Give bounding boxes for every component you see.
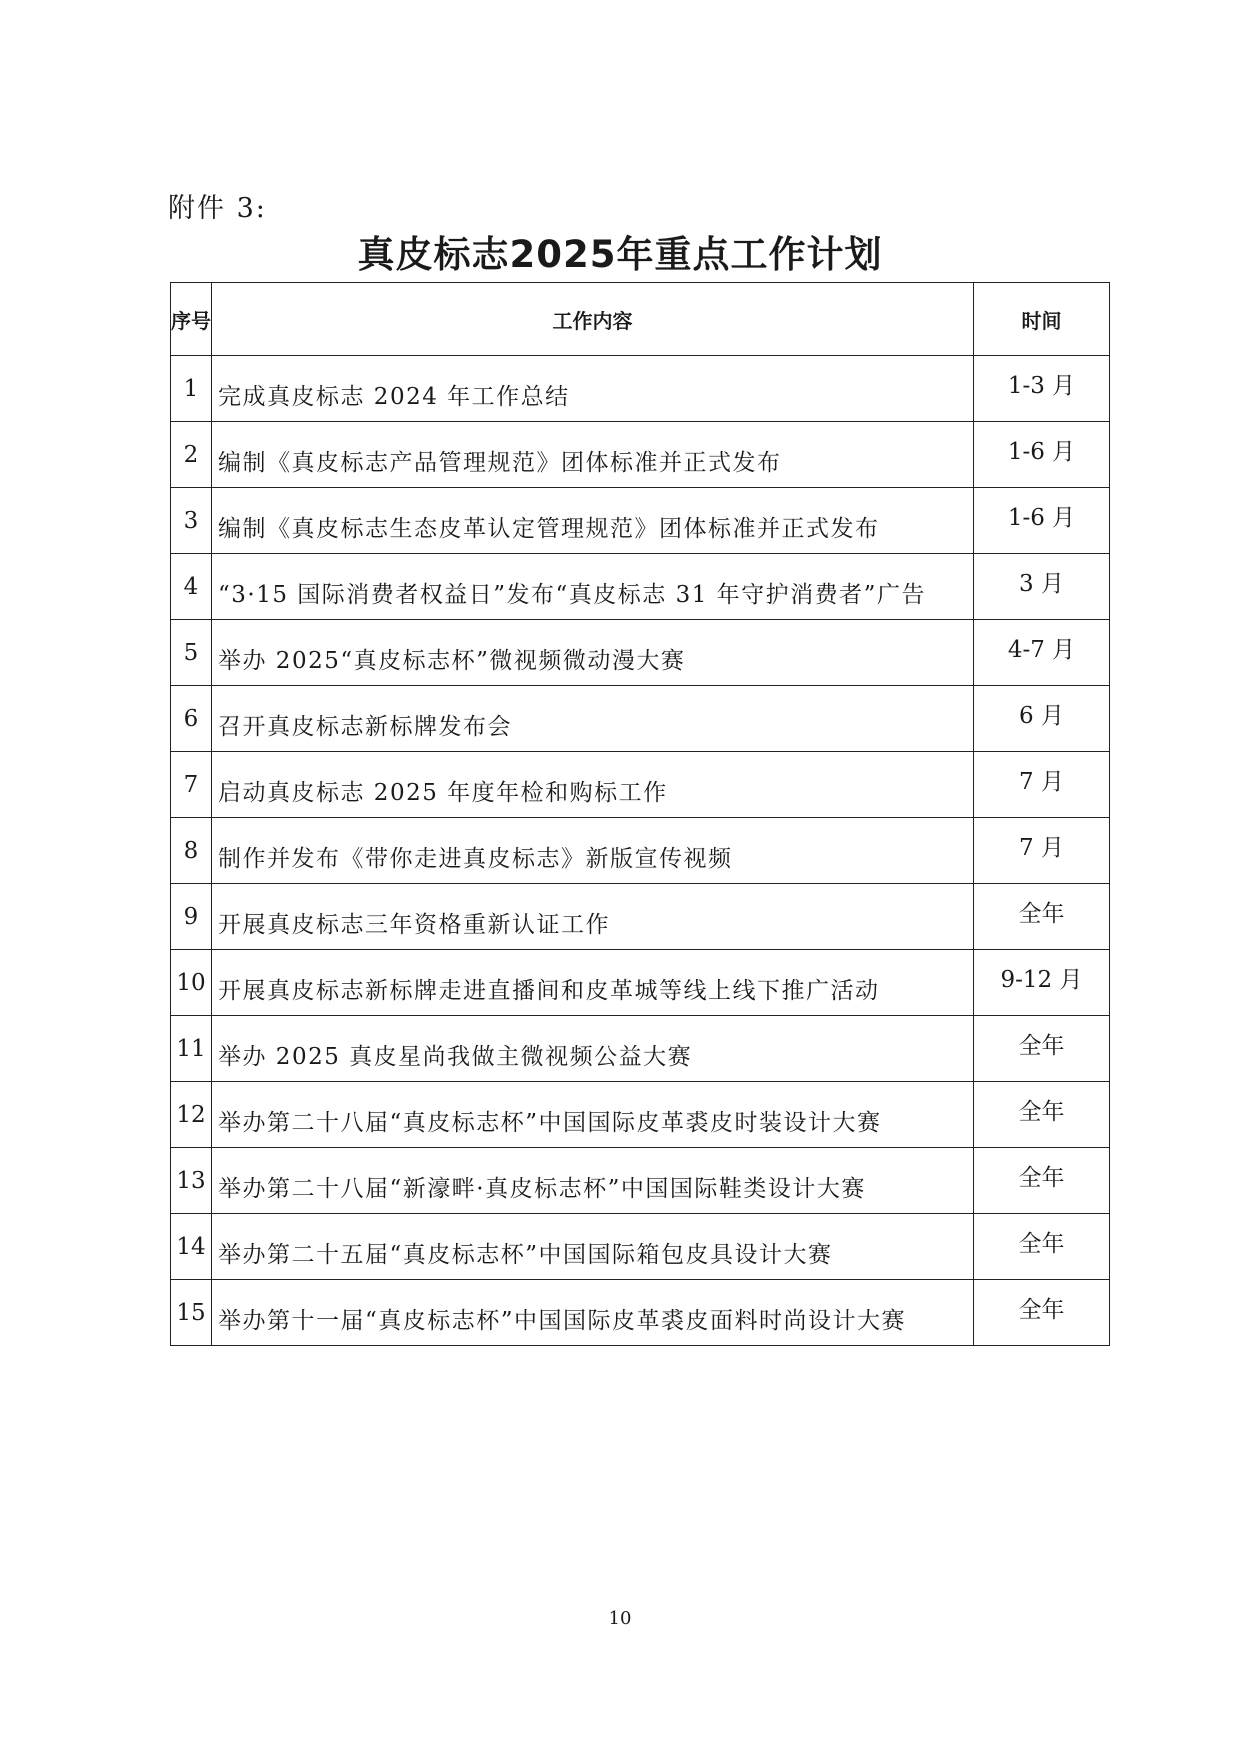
row-time-cell <box>974 818 1110 884</box>
row-number-cell <box>171 1082 212 1148</box>
row-number-cell <box>171 356 212 422</box>
row-content: 举办第二十八届“真皮标志杯”中国国际皮革裘皮时装设计大赛 <box>218 1110 882 1136</box>
table-row <box>171 1214 1110 1280</box>
row-number-cell <box>171 620 212 686</box>
row-number: 7 <box>183 771 199 798</box>
row-time: 7 月 <box>1019 769 1064 795</box>
row-content-cell <box>212 488 974 554</box>
row-content: 制作并发布《带你走进真皮标志》新版宣传视频 <box>218 846 733 872</box>
row-content-cell <box>212 1214 974 1280</box>
row-time: 全年 <box>1018 1297 1065 1323</box>
row-number: 4 <box>183 573 199 600</box>
row-number-cell <box>171 1148 212 1214</box>
row-time: 全年 <box>1018 1231 1065 1257</box>
row-number: 5 <box>183 639 199 666</box>
row-content: 完成真皮标志 2024 年工作总结 <box>218 384 570 410</box>
table-row <box>171 620 1110 686</box>
table-row <box>171 884 1110 950</box>
page-title: 真皮标志2025年重点工作计划 <box>357 233 883 276</box>
row-number-cell <box>171 488 212 554</box>
page-number: 10 <box>608 1608 632 1629</box>
row-content: 开展真皮标志三年资格重新认证工作 <box>218 912 610 938</box>
row-content-cell <box>212 950 974 1016</box>
row-content: 举办第十一届“真皮标志杯”中国国际皮革裘皮面料时尚设计大赛 <box>218 1308 907 1334</box>
table-row <box>171 356 1110 422</box>
row-content-cell <box>212 686 974 752</box>
row-time-cell <box>974 620 1110 686</box>
row-number-cell <box>171 1016 212 1082</box>
row-number-cell <box>171 686 212 752</box>
row-time: 3 月 <box>1019 571 1064 597</box>
row-content: 举办第二十五届“真皮标志杯”中国国际箱包皮具设计大赛 <box>218 1242 833 1268</box>
row-time: 7 月 <box>1019 835 1064 861</box>
row-time: 全年 <box>1018 1099 1065 1125</box>
row-time: 全年 <box>1018 1165 1065 1191</box>
row-time: 全年 <box>1018 1033 1065 1059</box>
row-content: “3·15 国际消费者权益日”发布“真皮标志 31 年守护消费者”广告 <box>218 582 926 608</box>
row-time-cell <box>974 1214 1110 1280</box>
row-number-cell <box>171 818 212 884</box>
row-number-cell <box>171 950 212 1016</box>
row-number: 8 <box>183 837 199 864</box>
table-row <box>171 1082 1110 1148</box>
row-time-cell <box>974 422 1110 488</box>
row-time-cell <box>974 752 1110 818</box>
table-row <box>171 1016 1110 1082</box>
row-content-cell <box>212 818 974 884</box>
row-number: 9 <box>183 903 199 930</box>
row-number: 15 <box>176 1299 206 1326</box>
row-number-cell <box>171 1280 212 1346</box>
row-number: 1 <box>183 375 199 402</box>
row-time-cell <box>974 1280 1110 1346</box>
row-time-cell <box>974 884 1110 950</box>
row-content-cell <box>212 1280 974 1346</box>
row-content-cell <box>212 1082 974 1148</box>
table-row <box>171 752 1110 818</box>
row-content: 启动真皮标志 2025 年度年检和购标工作 <box>218 780 668 806</box>
row-time-cell <box>974 950 1110 1016</box>
row-content: 举办第二十八届“新濠畔·真皮标志杯”中国国际鞋类设计大赛 <box>218 1176 866 1202</box>
row-time-cell <box>974 1016 1110 1082</box>
row-number-cell <box>171 884 212 950</box>
row-time-cell <box>974 356 1110 422</box>
row-number: 11 <box>176 1035 206 1062</box>
row-time-cell <box>974 488 1110 554</box>
row-content: 召开真皮标志新标牌发布会 <box>218 714 512 740</box>
row-time-cell <box>974 1082 1110 1148</box>
row-number: 2 <box>183 441 199 468</box>
row-number-cell <box>171 752 212 818</box>
row-time-cell <box>974 1148 1110 1214</box>
row-time: 1-6 月 <box>1007 505 1076 531</box>
row-content-cell <box>212 620 974 686</box>
row-number: 14 <box>176 1233 206 1260</box>
header-number: 序号 <box>171 283 212 356</box>
table-body <box>171 356 1110 1346</box>
row-number: 12 <box>176 1101 206 1128</box>
attachment-label: 附件 3: <box>168 193 267 224</box>
table-row <box>171 554 1110 620</box>
row-number-cell <box>171 422 212 488</box>
row-content-cell <box>212 1016 974 1082</box>
row-number-cell <box>171 1214 212 1280</box>
row-number-cell <box>171 554 212 620</box>
table-row <box>171 1280 1110 1346</box>
table-row <box>171 1148 1110 1214</box>
row-content-cell <box>212 356 974 422</box>
row-time-cell <box>974 686 1110 752</box>
table-row <box>171 950 1110 1016</box>
row-time: 9-12 月 <box>1000 967 1083 993</box>
header-content: 工作内容 <box>212 283 974 356</box>
table-row <box>171 686 1110 752</box>
row-number: 3 <box>183 507 199 534</box>
row-number: 6 <box>183 705 199 732</box>
row-content: 编制《真皮标志产品管理规范》团体标准并正式发布 <box>218 450 782 476</box>
table-row <box>171 422 1110 488</box>
row-time: 4-7 月 <box>1007 637 1076 663</box>
table-row <box>171 488 1110 554</box>
row-content-cell <box>212 1148 974 1214</box>
work-plan-table <box>170 282 1110 1346</box>
row-content-cell <box>212 884 974 950</box>
row-number: 10 <box>176 969 206 996</box>
row-content-cell <box>212 554 974 620</box>
row-content: 举办 2025“真皮标志杯”微视频微动漫大赛 <box>218 648 686 674</box>
row-time: 1-6 月 <box>1007 439 1076 465</box>
row-content: 举办 2025 真皮星尚我做主微视频公益大赛 <box>218 1044 693 1070</box>
header-time: 时间 <box>974 283 1110 356</box>
row-time: 1-3 月 <box>1007 373 1076 399</box>
row-content-cell <box>212 422 974 488</box>
row-time: 6 月 <box>1019 703 1064 729</box>
row-content: 编制《真皮标志生态皮革认定管理规范》团体标准并正式发布 <box>218 516 880 542</box>
table-row <box>171 818 1110 884</box>
row-time: 全年 <box>1018 901 1065 927</box>
row-content: 开展真皮标志新标牌走进直播间和皮革城等线上线下推广活动 <box>218 978 880 1004</box>
row-time-cell <box>974 554 1110 620</box>
row-content-cell <box>212 752 974 818</box>
table-header-row <box>171 283 1110 356</box>
row-number: 13 <box>176 1167 206 1194</box>
